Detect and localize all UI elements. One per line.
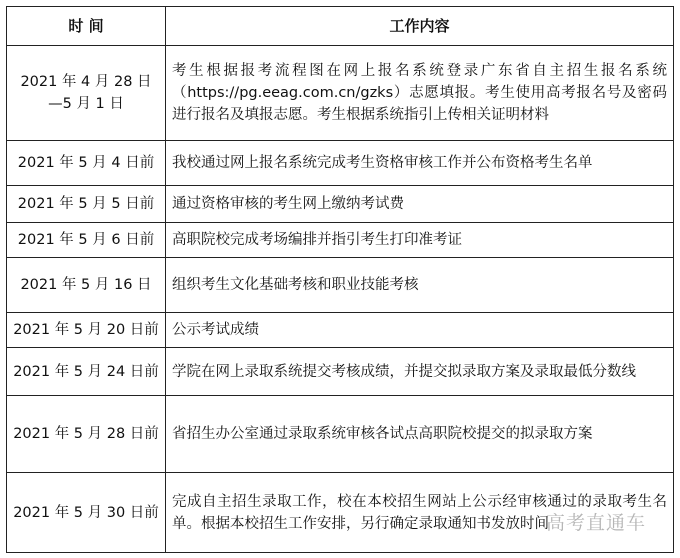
table-row [7, 396, 674, 473]
content-cell: 我校通过网上报名系统完成考生资格审核工作并公布资格考生名单 [166, 141, 674, 186]
content-cell: 公示考试成绩 [166, 313, 674, 348]
table-row [7, 186, 674, 223]
time-cell: 2021 年 5 月 20 日前 [7, 313, 166, 348]
header-time: 时 间 [7, 7, 166, 46]
time-cell: 2021 年 5 月 5 日前 [7, 186, 166, 223]
content-cell: 组织考生文化基础考核和职业技能考核 [166, 258, 674, 313]
time-cell: 2021 年 5 月 28 日前 [7, 396, 166, 473]
time-cell: 2021 年 5 月 24 日前 [7, 348, 166, 396]
time-cell: 2021 年 5 月 30 日前 [7, 473, 166, 553]
time-line: 2021 年 4 月 28 日 [20, 74, 152, 90]
table-row [7, 348, 674, 396]
time-cell [7, 46, 166, 141]
content-cell: 省招生办公室通过录取系统审核各试点高职院校提交的拟录取方案 [166, 396, 674, 473]
content-cell: 完成自主招生录取工作，校在本校招生网站上公示经审核通过的录取考生名单。根据本校招生工作安排，另行确定录取通知书发放时间 [166, 473, 674, 553]
time-cell: 2021 年 5 月 6 日前 [7, 223, 166, 258]
content-cell: 通过资格审核的考生网上缴纳考试费 [166, 186, 674, 223]
content-cell: 考生根据报考流程图在网上报名系统登录广东省自主招生报名系统（https://pg.eeag.com.cn/gzks）志愿填报。考生使用高考报名号及密码进行报名及填报志愿。考生根据系统指引上传相关证明材料 [166, 46, 674, 141]
table-header [7, 7, 674, 46]
watermark: 高考直通车 [546, 512, 647, 534]
table-row [7, 46, 674, 141]
table-row [7, 141, 674, 186]
content-cell: 学院在网上录取系统提交考核成绩，并提交拟录取方案及录取最低分数线 [166, 348, 674, 396]
table-row [7, 223, 674, 258]
table-row [7, 258, 674, 313]
table-row [7, 313, 674, 348]
schedule-table [6, 6, 674, 553]
time-cell: 2021 年 5 月 4 日前 [7, 141, 166, 186]
content-cell: 高职院校完成考场编排并指引考生打印准考证 [166, 223, 674, 258]
header-content: 工作内容 [166, 7, 674, 46]
time-cell: 2021 年 5 月 16 日 [7, 258, 166, 313]
time-line: —5 月 1 日 [48, 96, 124, 112]
